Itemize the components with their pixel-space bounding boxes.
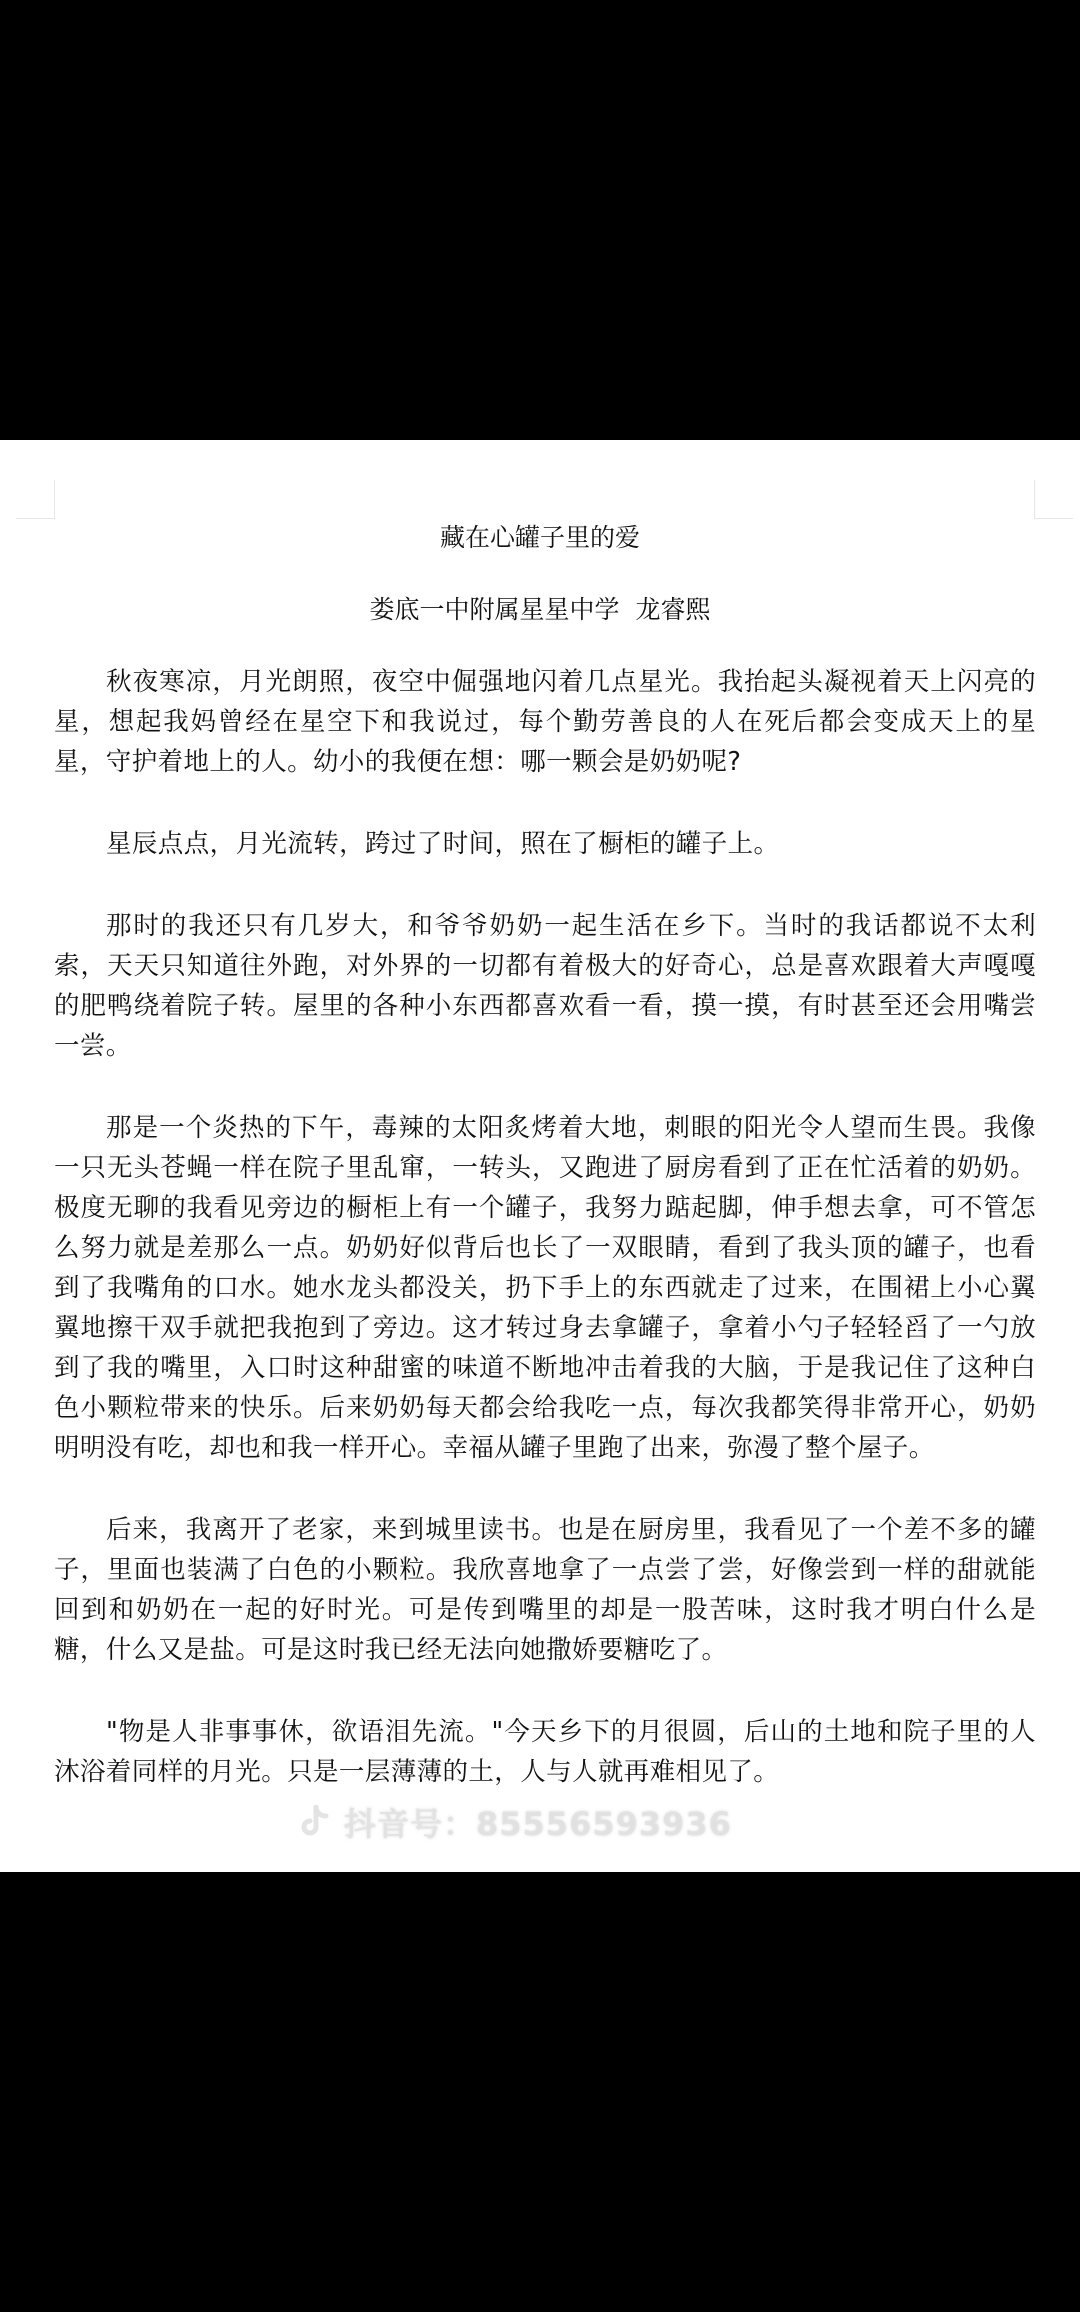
- document-title: 藏在心罐子里的爱: [439, 523, 640, 552]
- paragraph: 那是一个炎热的下午，毒辣的太阳炙烤着大地，刺眼的阳光令人望而生畏。我像一只无头苍蝇一样在院子里乱窜，一转头，又跑进了厨房看到了正在忙活着的奶奶。极度无聊的我看见旁边的橱柜上有一个罐子，我努力踮起脚，伸手想去拿，可不管怎么努力就是差那么一点。奶奶好似背后也长了一双眼睛，看到了我头顶的罐子，也看到了我嘴角的口水。她水龙头都没关，扔下手上的东西就走了过来，在围裙上小心翼翼地擦干双手就把我抱到了旁边。这才转过身去拿罐子，拿着小勺子轻轻舀了一勺放到了我的嘴里，入口时这种甜蜜的味道不断地冲击着我的大脑，于是我记住了这种白色小颗粒带来的快乐。后来奶奶每天都会给我吃一点，每次我都笑得非常开心，奶奶明明没有吃，却也和我一样开心。幸福从罐子里跑了出来，弥漫了整个屋子。: [54, 1113, 1036, 1463]
- paragraph: "物是人非事事休，欲语泪先流。"今天乡下的月很圆，后山的土地和院子里的人沐浴着同样的月光。只是一层薄薄的土，人与人就再难相见了。: [54, 1717, 1036, 1787]
- paragraph: 秋夜寒凉，月光朗照，夜空中倔强地闪着几点星光。我抬起头凝视着天上闪亮的星，想起我妈曾经在星空下和我说过，每个勤劳善良的人在死后都会变成天上的星星，守护着地上的人。幼小的我便在想：哪一颗会是奶奶呢?: [54, 667, 1036, 777]
- document-body: [54, 662, 1036, 1834]
- watermark: [300, 1800, 732, 1844]
- paragraph: 那时的我还只有几岁大，和爷爷奶奶一起生活在乡下。当时的我话都说不太利索，天天只知道往外跑，对外界的一切都有着极大的好奇心，总是喜欢跟着大声嘎嘎的肥鸭绕着院子转。屋里的各种小东西都喜欢看一看，摸一摸，有时甚至还会用嘴尝一尝。: [54, 911, 1036, 1061]
- top-black-band: [0, 0, 1080, 440]
- douyin-logo-icon: [300, 1805, 330, 1839]
- crop-mark-top-right: [1034, 480, 1073, 519]
- paragraph: 后来，我离开了老家，来到城里读书。也是在厨房里，我看见了一个差不多的罐子，里面也装满了白色的小颗粒。我欣喜地拿了一点尝了尝，好像尝到一样的甜就能回到和奶奶在一起的好时光。可是传到嘴里的却是一股苦味，这时我才明白什么是糖，什么又是盐。可是这时我已经无法向她撒娇要糖吃了。: [54, 1515, 1036, 1665]
- paragraph: 星辰点点，月光流转，跨过了时间，照在了橱柜的罐子上。: [106, 829, 780, 859]
- crop-mark-top-left: [16, 480, 55, 519]
- document-byline: 娄底一中附属星星中学 龙睿熙: [369, 595, 711, 624]
- document-page: [0, 440, 1080, 1872]
- bottom-black-band: [0, 1872, 1080, 2312]
- watermark-text: 抖音号：85556593936: [344, 1805, 732, 1843]
